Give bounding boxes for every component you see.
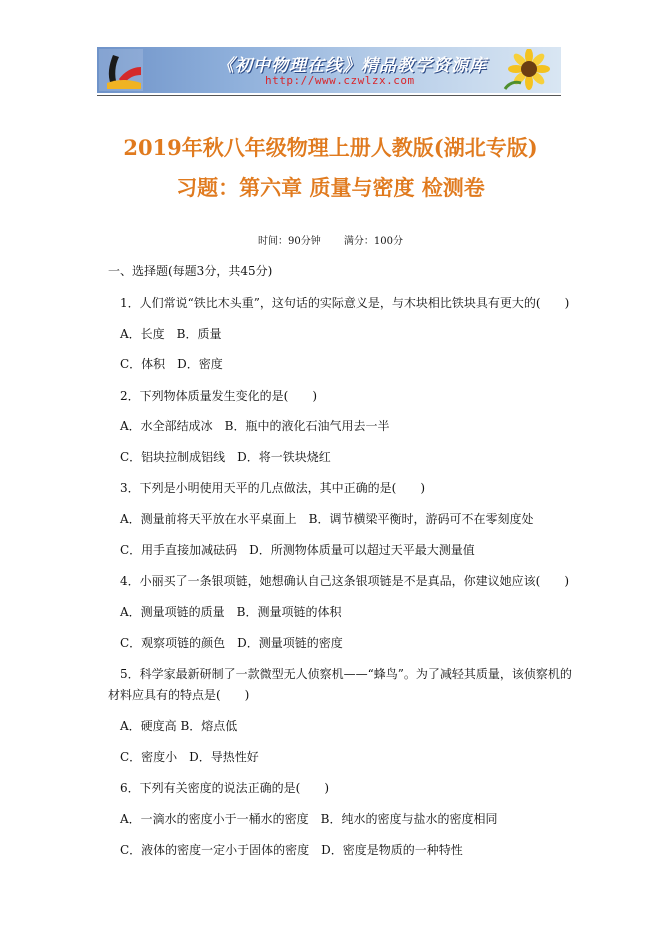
exam-score: 满分：100分 — [343, 236, 403, 247]
option-line: A．测量项链的质量 B．测量项链的体积 — [120, 605, 342, 619]
option-line: C．体积 D．密度 — [120, 357, 223, 371]
section-heading: 一、选择题(每题3分，共45分) — [108, 264, 273, 278]
question-line: 2．下列物体质量发生变化的是( ) — [120, 389, 317, 403]
document-title-line1: 2019年秋八年级物理上册人教版(湖北专版) — [123, 135, 538, 160]
option-line: C．观察项链的颜色 D．测量项链的密度 — [120, 636, 343, 650]
option-line: C．密度小 D．导热性好 — [120, 750, 259, 764]
question-line: 1．人们常说“铁比木头重”，这句话的实际意义是，与木块相比铁块具有更大的( ) — [120, 296, 570, 310]
option-line: A．测量前将天平放在水平桌面上 B．调节横梁平衡时，游码可不在零刻度处 — [120, 512, 534, 526]
question-line: 5．科学家最新研制了一款微型无人侦察机——“蜂鸟”。为了减轻其质量，该侦察机的 — [120, 667, 572, 681]
question-line: 3．下列是小明使用天平的几点做法，其中正确的是( ) — [120, 481, 426, 495]
option-line: A．长度 B．质量 — [120, 327, 222, 341]
exam-meta — [0, 232, 661, 247]
sunflower-icon — [495, 49, 555, 93]
option-line: A．水全部结成冰 B．瓶中的液化石油气用去一半 — [120, 419, 390, 433]
question-line: 6．下列有关密度的说法正确的是( ) — [120, 781, 329, 795]
question-line: 4．小丽买了一条银项链，她想确认自己这条银项链是不是真品，你建议她应该( ) — [120, 574, 570, 588]
option-line: A．硬度高 B．熔点低 — [120, 719, 238, 733]
site-banner — [97, 47, 561, 93]
banner-title: 《初中物理在线》精品教学资源库 — [217, 56, 487, 76]
document-title-line2: 习题：第六章 质量与密度 检测卷 — [176, 175, 485, 200]
option-line: A．一滴水的密度小于一桶水的密度 B．纯水的密度与盐水的密度相同 — [120, 812, 498, 826]
option-line: C．铝块拉制成铝线 D．将一铁块烧红 — [120, 450, 331, 464]
banner-divider — [97, 95, 561, 96]
banner-url: http://www.czwlzx.com — [265, 74, 415, 87]
option-line: C．液体的密度一定小于固体的密度 D．密度是物质的一种特性 — [120, 843, 463, 857]
site-logo-icon — [99, 49, 143, 91]
exam-time: 时间：90分钟 — [257, 236, 321, 247]
option-line: C．用手直接加减砝码 D．所测物体质量可以超过天平最大测量值 — [120, 543, 475, 557]
question-line-continued: 材料应具有的特点是( ) — [108, 688, 250, 702]
